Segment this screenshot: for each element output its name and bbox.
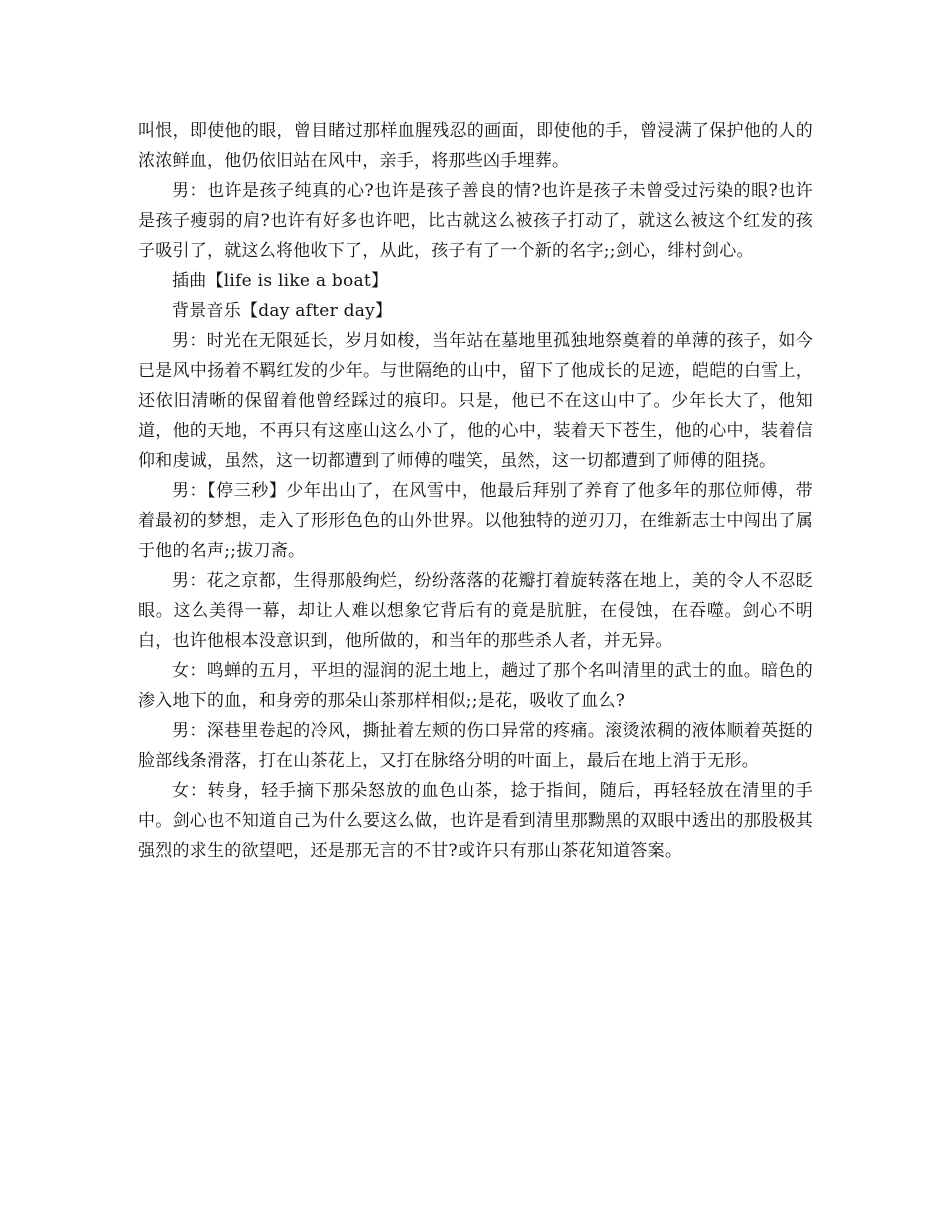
paragraph-5: 男：时光在无限延长，岁月如梭，当年站在墓地里孤独地祭奠着的单薄的孩子，如今已是风中扬着不羁红发的少年。与世隔绝的山中，留下了他成长的足迹，皑皑的白雪上，还依旧清晰的保留着他曾经踩过的痕印。只是，他已不在这山中了。少年长大了，他知道，他的天地，不再只有这座山这么小了，他的心中，装着天下苍生，他的心中，装着信仰和虔诚，虽然，这一切都遭到了师傅的嗤笑，虽然，这一切都遭到了师傅的阻挠。 [138, 331, 813, 471]
paragraph-9: 男：深巷里卷起的冷风，撕扯着左颊的伤口异常的疼痛。滚烫浓稠的液体顺着英挺的脸部线条滑落，打在山茶花上，又打在脉络分明的叶面上，最后在地上消于无形。 [138, 721, 813, 771]
paragraph-8: 女：鸣蝉的五月，平坦的湿润的泥土地上，趟过了那个名叫清里的武士的血。暗色的渗入地下的血，和身旁的那朵山茶那样相似;;是花，吸收了血么? [138, 661, 813, 711]
paragraph-10: 女：转身，轻手摘下那朵怒放的血色山茶，捻于指间，随后，再轻轻放在清里的手中。剑心也不知道自己为什么要这么做，也许是看到清里那黝黑的双眼中透出的那股极其强烈的求生的欲望吧，还是那无言的不甘?或许只有那山茶花知道答案。 [138, 781, 813, 861]
paragraph-1: 叫恨，即使他的眼，曾目睹过那样血腥残忍的画面，即使他的手，曾浸满了保护他的人的浓浓鲜血，他仍依旧站在风中，亲手，将那些凶手埋葬。 [138, 121, 813, 171]
paragraph-2: 男：也许是孩子纯真的心?也许是孩子善良的情?也许是孩子未曾受过污染的眼?也许是孩子瘦弱的肩?也许有好多也许吧，比古就这么被孩子打动了，就这么被这个红发的孩子吸引了，就这么将他收下了，从此，孩子有了一个新的名字;;剑心，绯村剑心。 [138, 181, 813, 261]
paragraph-7: 男：花之京都，生得那般绚烂，纷纷落落的花瓣打着旋转落在地上，美的令人不忍眨眼。这么美得一幕，却让人难以想象它背后有的竟是肮脏，在侵蚀，在吞噬。剑心不明白，也许他根本没意识到，他所做的，和当年的那些杀人者，并无异。 [138, 571, 813, 651]
background-music-line: 背景音乐【day after day】 [172, 301, 393, 321]
song-insert-line: 插曲【life is like a boat】 [172, 271, 389, 291]
paragraph-6: 男：【停三秒】少年出山了，在风雪中，他最后拜别了养育了他多年的那位师傅，带着最初的梦想，走入了形形色色的山外世界。以他独特的逆刃刀，在维新志士中闯出了属于他的名声;;拔刀斋。 [138, 481, 813, 561]
document-page [138, 116, 813, 866]
